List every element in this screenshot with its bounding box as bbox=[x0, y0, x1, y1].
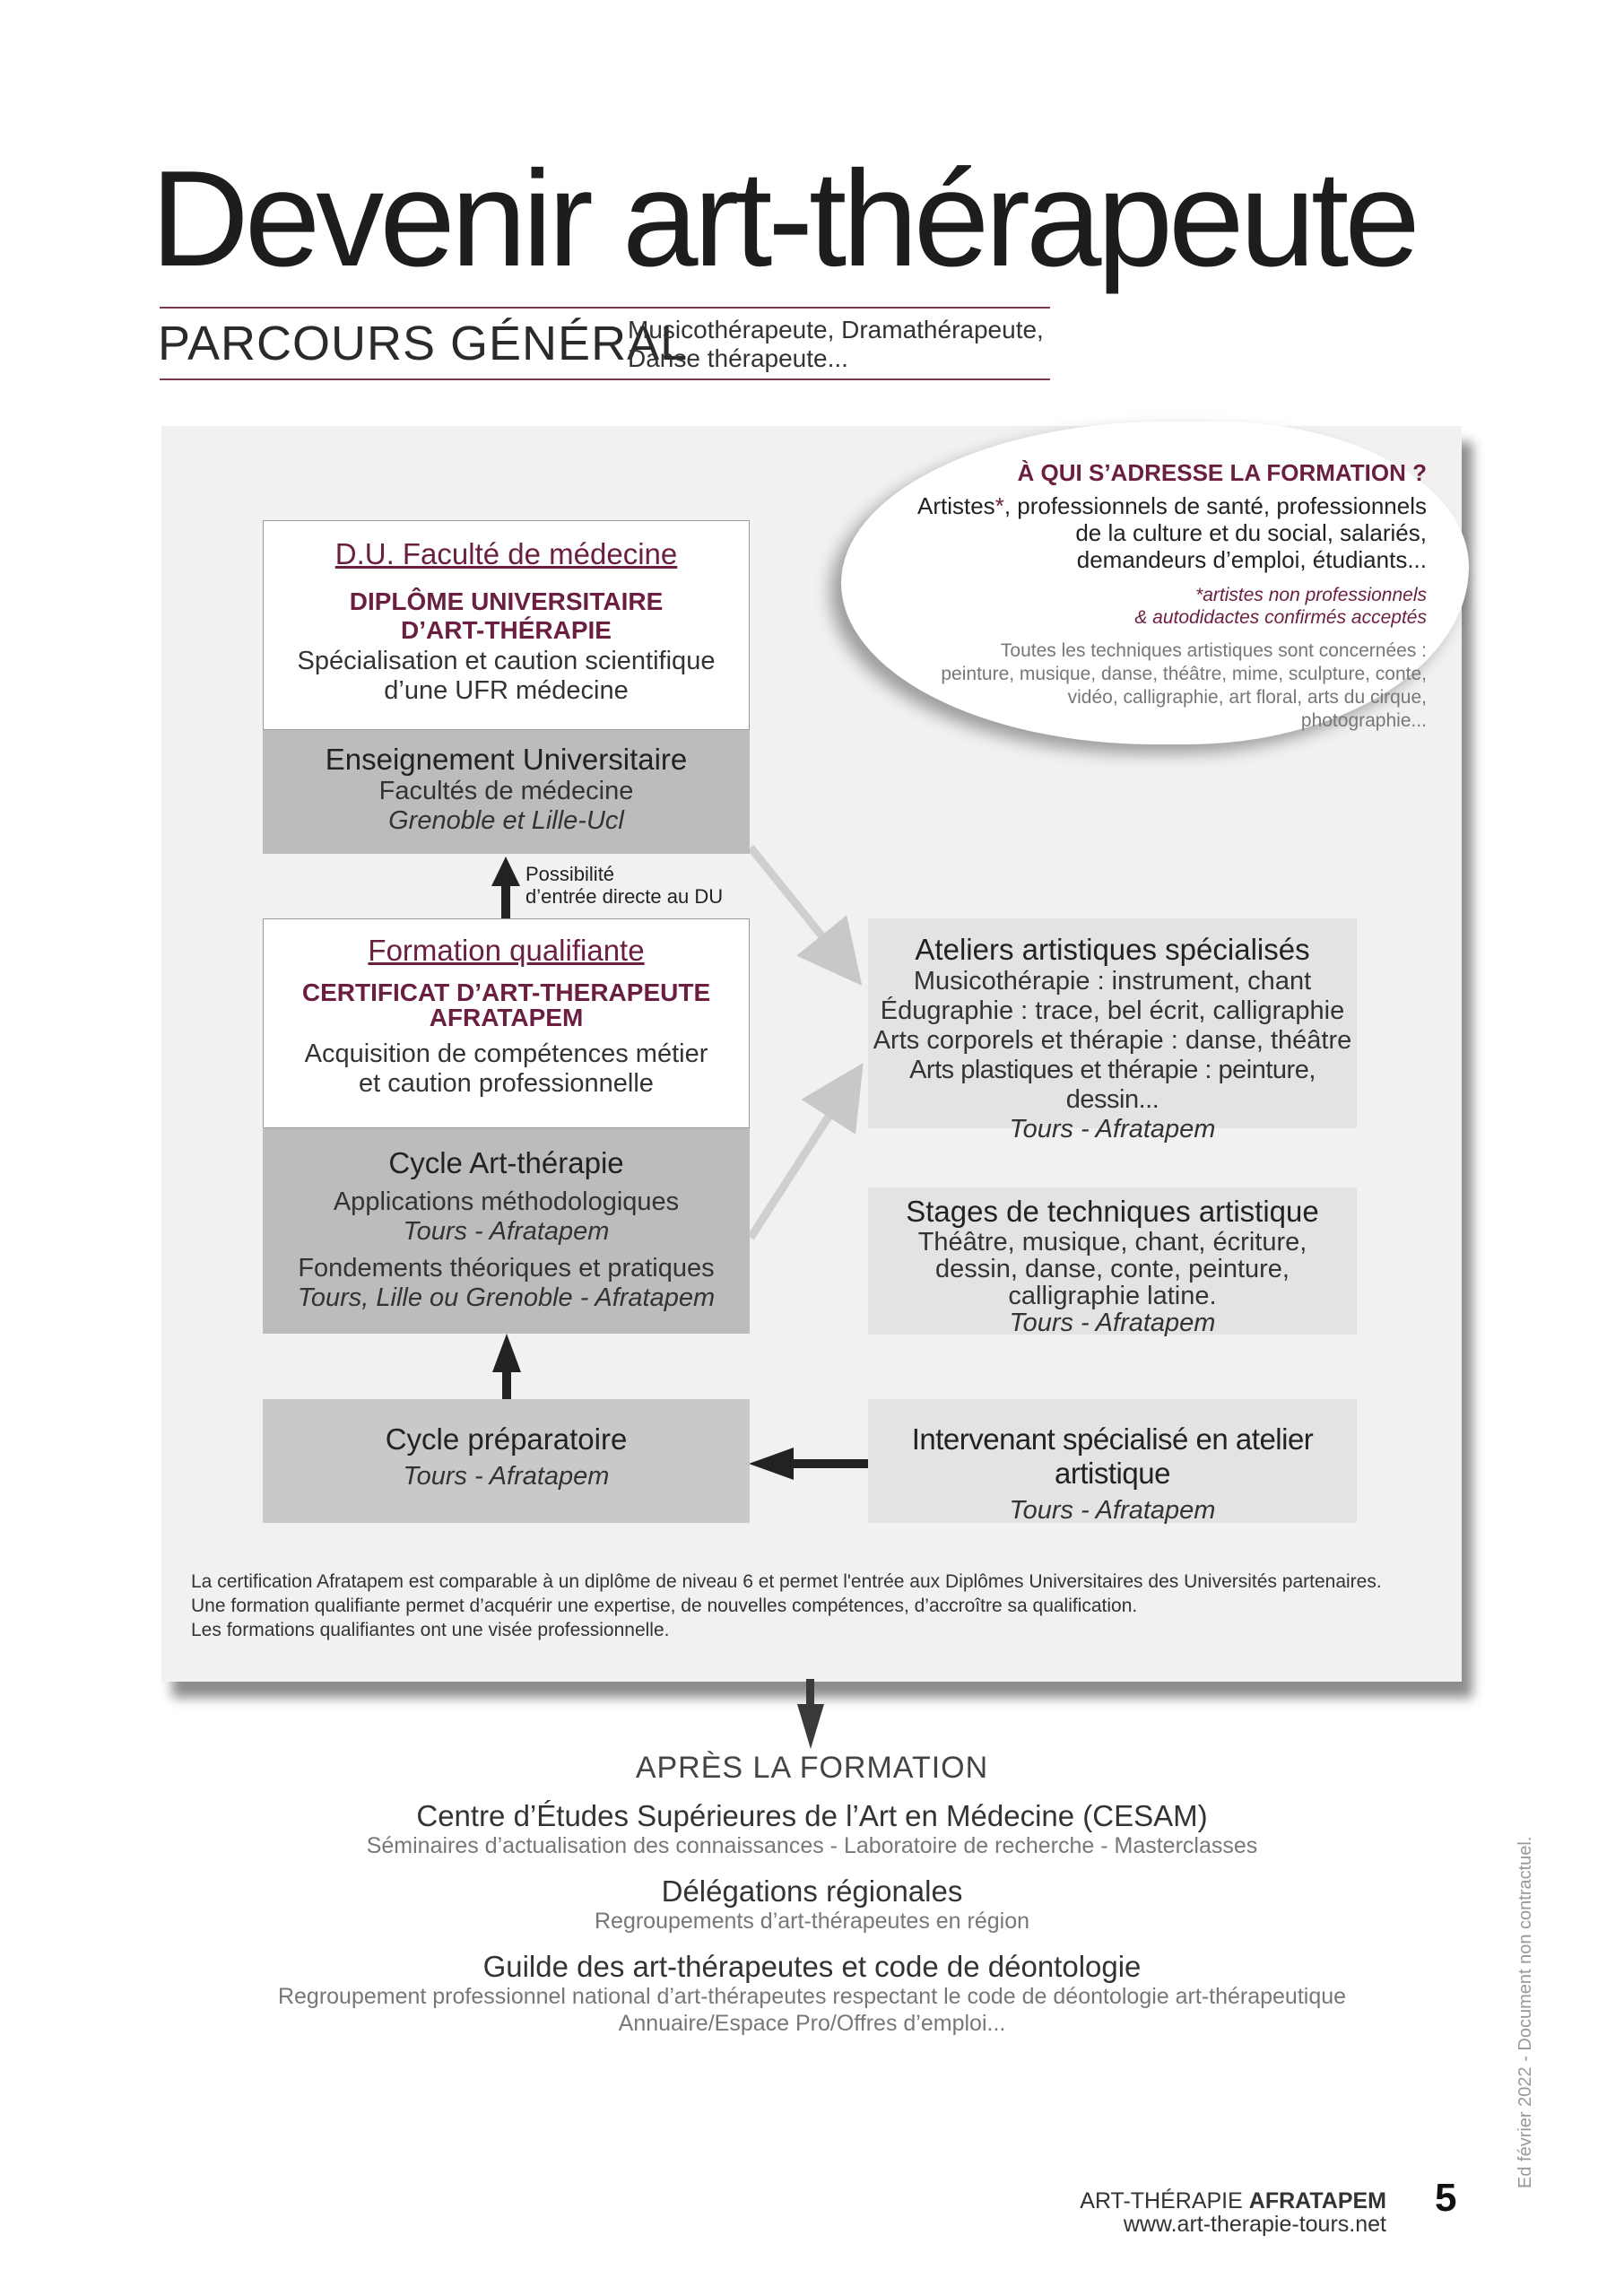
du-title-line: D’ART-THÉRAPIE bbox=[401, 616, 612, 644]
intervenant-title: Intervenant spécialisé en atelier artistique bbox=[911, 1422, 1314, 1490]
audience-line-part: Artistes bbox=[917, 492, 995, 519]
footnote-line: Les formations qualifiantes ont une visée professionnelle. bbox=[191, 1620, 670, 1640]
footnote-line: Une formation qualifiante permet d’acquérir une expertise, de nouvelles compétences, d’accroître sa qualification. bbox=[191, 1596, 1138, 1616]
audience-note-line: *artistes non professionnels bbox=[1195, 585, 1427, 605]
arrow-left-to-prep bbox=[749, 1448, 868, 1480]
formation-link[interactable]: Formation qualifiante bbox=[368, 934, 645, 967]
ateliers-line: Tours - Afratapem bbox=[1009, 1115, 1216, 1144]
arrow-up-to-cycle bbox=[492, 1334, 521, 1399]
footer-brand bbox=[1080, 2189, 1386, 2236]
direct-entry-line: d’entrée directe au DU bbox=[525, 885, 724, 908]
cycle-art-line: Applications méthodologiques bbox=[333, 1187, 680, 1216]
direct-entry-line: Possibilité bbox=[525, 863, 615, 885]
formation-title-line: CERTIFICAT D’ART-THERAPEUTE bbox=[301, 978, 711, 1006]
delegations-title: Délégations régionales bbox=[661, 1874, 963, 1908]
formation-desc bbox=[264, 1039, 749, 1099]
audience-line-part: , professionnels de santé, professionnels bbox=[1003, 492, 1427, 519]
delegations-desc: Regroupements d’art-thérapeutes en région bbox=[594, 1909, 1030, 1934]
du-box bbox=[263, 520, 750, 730]
cycle-art-title: Cycle Art-thérapie bbox=[388, 1146, 624, 1179]
guilde-desc: Annuaire/Espace Pro/Offres d’emploi... bbox=[618, 2011, 1006, 2036]
cycle-prep-title: Cycle préparatoire bbox=[385, 1422, 628, 1456]
audience-line: de la culture et du social, salariés, bbox=[1075, 519, 1427, 546]
audience-line: demandeurs d’emploi, étudiants... bbox=[1076, 546, 1427, 573]
cycle-art-line: Tours, Lille ou Grenoble - Afratapem bbox=[297, 1283, 716, 1312]
cycle-prep-line: Tours - Afratapem bbox=[403, 1462, 610, 1491]
enseignement-line: Facultés de médecine bbox=[378, 777, 634, 805]
audience-note-line: & autodidactes confirmés acceptés bbox=[1134, 607, 1427, 628]
ateliers-line: Musicothérapie : instrument, chant bbox=[913, 967, 1312, 996]
ateliers-title: Ateliers artistiques spécialisés bbox=[915, 933, 1310, 966]
page-number: 5 bbox=[1435, 2176, 1457, 2220]
enseignement-title: Enseignement Universitaire bbox=[325, 743, 688, 776]
diagonal-arrow-up bbox=[751, 1076, 855, 1238]
page-title: Devenir art-thérapeute bbox=[151, 143, 1416, 295]
audience-heading: À QUI S’ADRESSE LA FORMATION ? bbox=[1017, 459, 1427, 486]
brand-bold: AFRATAPEM bbox=[1248, 2188, 1386, 2213]
direct-entry-note bbox=[525, 863, 723, 908]
techniques-line: peinture, musique, danse, théâtre, mime, sculpture, conte, bbox=[941, 664, 1427, 684]
du-desc bbox=[264, 647, 749, 706]
du-link[interactable]: D.U. Faculté de médecine bbox=[334, 537, 678, 570]
intervenant-box bbox=[868, 1399, 1357, 1523]
cesam-desc: Séminaires d’actualisation des connaissances - Laboratoire de recherche - Masterclasses bbox=[366, 1833, 1258, 1858]
techniques-line: Toutes les techniques artistiques sont concernées : bbox=[1000, 640, 1427, 661]
ateliers-line: Arts plastiques et thérapie : peinture, dessin... bbox=[909, 1056, 1316, 1114]
footnote-line: La certification Afratapem est comparable à un diplôme de niveau 6 et permet l'entrée aux Diplômes Universitaires des Universités partenaires. bbox=[191, 1571, 1382, 1592]
stages-line: Tours - Afratapem bbox=[1009, 1309, 1216, 1337]
du-title-line: DIPLÔME UNIVERSITAIRE bbox=[349, 587, 664, 615]
stages-line: calligraphie latine. bbox=[1008, 1282, 1217, 1310]
brand-line bbox=[1080, 2189, 1386, 2213]
cycle-art-box bbox=[263, 1128, 750, 1334]
guilde-title: Guilde des art-thérapeutes et code de déontologie bbox=[482, 1950, 1142, 1983]
after-heading: APRÈS LA FORMATION bbox=[635, 1751, 989, 1785]
du-desc-line: Spécialisation et caution scientifique bbox=[297, 647, 716, 675]
subtitle-note-line: Musicothérapeute, Dramathérapeute, bbox=[628, 316, 1044, 344]
footer-url[interactable]: www.art-therapie-tours.net bbox=[1123, 2212, 1386, 2237]
cycle-art-line: Fondements théoriques et pratiques bbox=[298, 1254, 715, 1283]
du-desc-line: d’une UFR médecine bbox=[384, 676, 629, 705]
cycle-art-line: Tours - Afratapem bbox=[403, 1217, 610, 1246]
formation-desc-line: et caution professionnelle bbox=[359, 1069, 654, 1098]
audience-star: * bbox=[994, 492, 1004, 519]
formation-box bbox=[263, 918, 750, 1128]
du-title bbox=[264, 587, 749, 645]
stages-line: Théâtre, musique, chant, écriture, bbox=[917, 1228, 1307, 1257]
arrow-down-after bbox=[797, 1679, 824, 1749]
edition-note: Ed février 2022 - Document non contractuel. bbox=[1515, 1836, 1535, 2188]
ateliers-box bbox=[868, 918, 1357, 1144]
enseignement-line: Grenoble et Lille-Ucl bbox=[388, 806, 624, 835]
cycle-prep-box bbox=[263, 1399, 750, 1523]
diagonal-arrow-down bbox=[751, 848, 852, 973]
subtitle-note-line: Danse thérapeute... bbox=[628, 344, 848, 372]
subtitle: PARCOURS GÉNÉRAL bbox=[158, 317, 689, 370]
cesam-title: Centre d’Études Supérieures de l’Art en Médecine (CESAM) bbox=[416, 1799, 1208, 1832]
formation-title-line: AFRATAPEM bbox=[429, 1004, 584, 1031]
formation-title bbox=[264, 980, 749, 1031]
stages-line: dessin, danse, conte, peinture, bbox=[935, 1255, 1290, 1283]
ateliers-line: Arts corporels et thérapie : danse, théâtre bbox=[873, 1026, 1352, 1055]
stages-box bbox=[868, 1187, 1357, 1335]
brand-light: ART-THÉRAPIE bbox=[1080, 2188, 1243, 2213]
arrow-up-to-du bbox=[491, 857, 520, 919]
formation-desc-line: Acquisition de compétences métier bbox=[304, 1039, 708, 1068]
enseignement-box bbox=[263, 730, 750, 854]
techniques-line: vidéo, calligraphie, art floral, arts du cirque, bbox=[1067, 687, 1427, 708]
certification-footnote bbox=[191, 1570, 1446, 1642]
stages-title: Stages de techniques artistique bbox=[906, 1195, 1319, 1228]
guilde-desc: Regroupement professionnel national d’art-thérapeutes respectant le code de déontologie art-thérapeutique bbox=[277, 1984, 1347, 2009]
ateliers-line: Édugraphie : trace, bel écrit, calligraphie bbox=[880, 996, 1345, 1025]
techniques-line: photographie... bbox=[1300, 710, 1427, 731]
intervenant-line: Tours - Afratapem bbox=[1009, 1496, 1216, 1525]
